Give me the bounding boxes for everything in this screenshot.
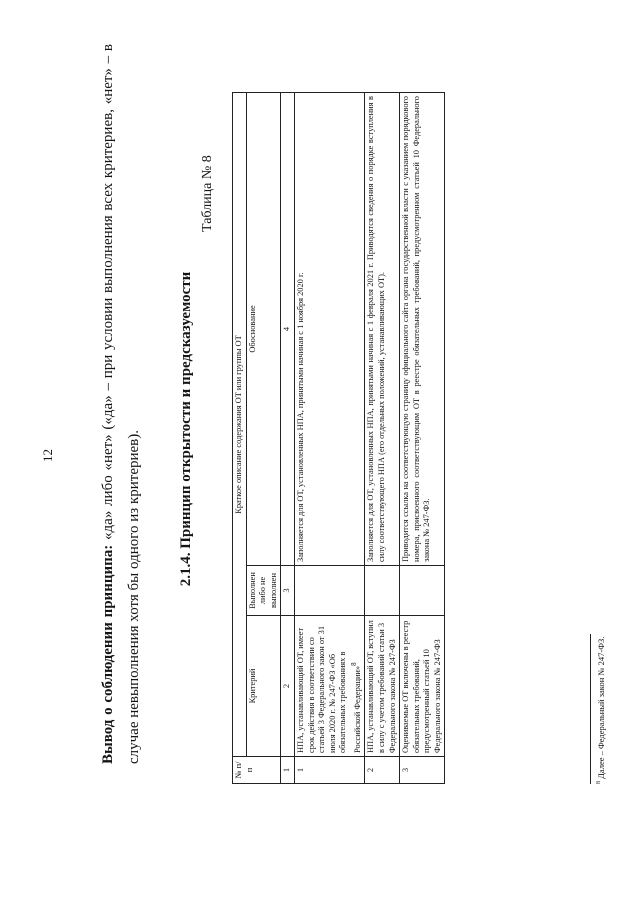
page-number: 12 bbox=[40, 449, 55, 462]
row-criterion: Оцениваемые ОТ включены в реестр обязательных требований, предусмотренный статьей 10 Федерального закона № 247-ФЗ bbox=[400, 616, 445, 757]
footnote-text: Далее – Федеральный закон № 247-ФЗ. bbox=[596, 636, 606, 781]
row-justification: Приводится ссылка на соответствующую страницу официального сайта органа государственной власти с указанием порядкового номера, присвоенного соответствующим ОТ в реестре обязательных требований, предусмотренном статьей 10 Федерального закона № 247-ФЗ. bbox=[400, 93, 445, 566]
row-criterion bbox=[294, 616, 364, 757]
colnum-2: 2 bbox=[281, 616, 295, 757]
table-header-row bbox=[246, 93, 281, 784]
table-row bbox=[400, 93, 445, 784]
header-status: Выполнен либо не выполнен bbox=[246, 566, 281, 616]
row-criterion: НПА, устанавливающий ОТ, вступил в силу с учетом требований статьи 3 Федерального закона № 247-ФЗ bbox=[365, 616, 400, 757]
header-criterion: Критерий bbox=[246, 616, 281, 757]
footnote-mark: 8 bbox=[596, 781, 603, 784]
conclusion-bold: Вывод о соблюдении принципа: bbox=[100, 544, 116, 764]
row-num: 1 bbox=[294, 757, 364, 784]
row-status bbox=[365, 566, 400, 616]
section-title: 2.1.4. Принцип открытости и предсказуемости bbox=[178, 271, 194, 587]
colnum-3: 3 bbox=[281, 566, 295, 616]
row-justification: Заполняется для ОТ, установленных НПА, принятыми начиная с 1 февраля 2021 г. Приводятся сведения о порядке вступления в силу соответствующего НПА (его отдельных положений, устанавливающих ОТ). bbox=[365, 93, 400, 566]
criteria-table bbox=[232, 92, 445, 784]
conclusion-text: «да» либо «нет» («да» – при условии выполнения всех критериев, «нет» – в случае невыполнения хотя бы одного из критериев). bbox=[100, 43, 142, 764]
row-justification: Заполняется для ОТ, установленных НПА, принятыми начиная с 1 ноября 2020 г. bbox=[294, 93, 364, 566]
header-top: Краткое описание содержания ОТ или группы ОТ bbox=[233, 93, 247, 757]
header-justification: Обоснование bbox=[246, 93, 281, 566]
table-row bbox=[365, 93, 400, 784]
row-num: 2 bbox=[365, 757, 400, 784]
conclusion-paragraph bbox=[95, 44, 147, 764]
table-header-top-row bbox=[233, 93, 247, 784]
colnum-1: 1 bbox=[281, 757, 295, 784]
row-status bbox=[400, 566, 445, 616]
row-num: 3 bbox=[400, 757, 445, 784]
footnote-ref: 8 bbox=[349, 662, 358, 666]
header-num: № п/п bbox=[233, 757, 281, 784]
footnote-separator bbox=[590, 634, 591, 784]
table-row bbox=[294, 93, 364, 784]
table-colnum-row bbox=[281, 93, 295, 784]
row-status bbox=[294, 566, 364, 616]
footnote bbox=[596, 637, 606, 784]
criterion-text: НПА, устанавливающий ОТ, имеет срок действия в соответствии со статьей 3 Федерального закон от 31 июля 2020 г. № 247-ФЗ «Об обязательных требованиях в Российской Федерации» bbox=[295, 625, 362, 753]
table-label: Таблица № 8 bbox=[200, 155, 215, 232]
colnum-4: 4 bbox=[281, 93, 295, 566]
